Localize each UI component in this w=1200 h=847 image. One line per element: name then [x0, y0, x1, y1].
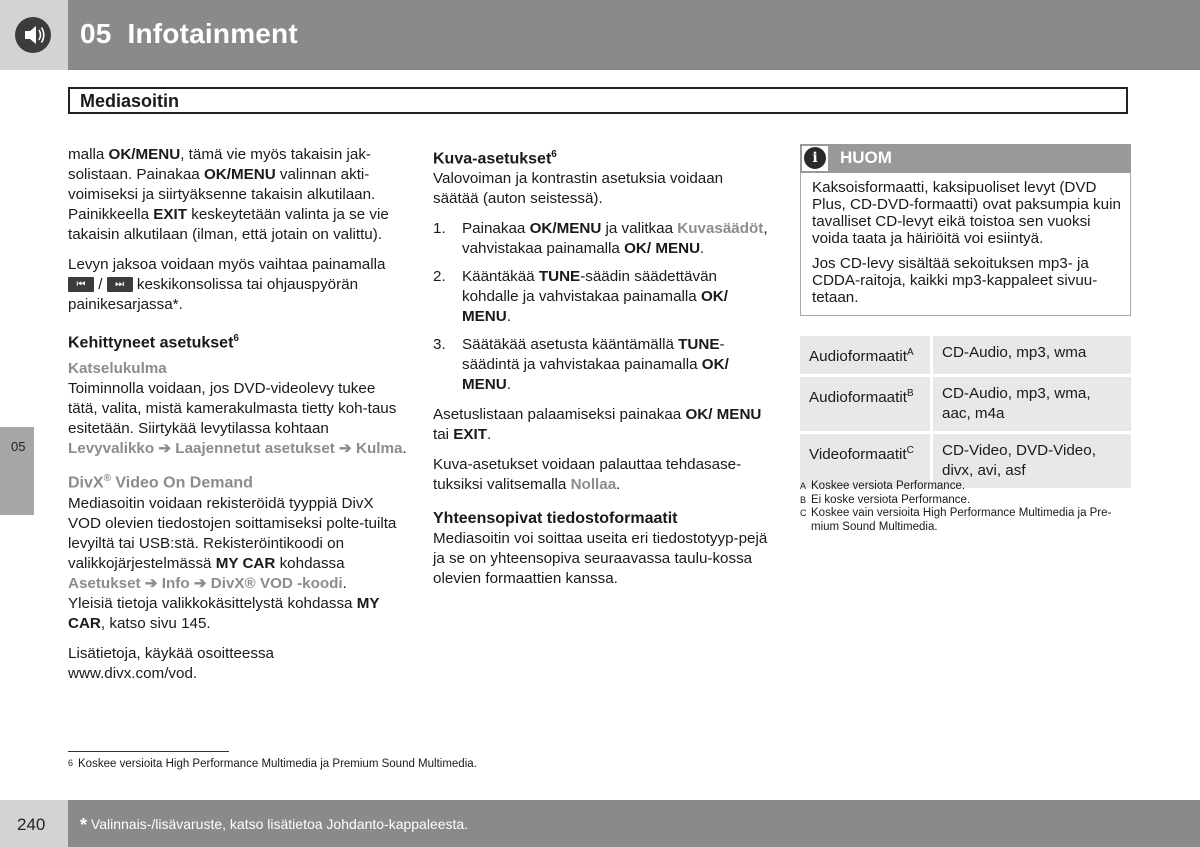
text: Ei koske versiota Performance.: [811, 493, 971, 506]
steps-list: [433, 219, 768, 395]
text: .: [700, 240, 705, 258]
text: tai: [433, 426, 454, 444]
text: Audioformaatit: [809, 389, 907, 407]
paragraph-more-info: Lisätietoja, käykää osoitteessa www.divx.com/vod.: [68, 644, 274, 682]
list-item: [433, 267, 768, 327]
subheading-divx: [68, 469, 408, 493]
legend-mark: B: [800, 494, 807, 505]
format-type-cell: [800, 377, 933, 431]
heading-compatible-formats: Yhteensopivat tiedostoformaatit: [433, 510, 678, 528]
list-item: [433, 335, 768, 395]
speaker-icon: [15, 17, 51, 53]
text: -säädintä ja vahvistakaa painamalla: [462, 336, 725, 374]
menu-path: Asetukset: [68, 574, 141, 592]
bold-text: OK/ MENU: [685, 406, 762, 424]
text: .: [506, 376, 511, 394]
text: /: [94, 276, 107, 293]
legend-item: [800, 480, 1135, 494]
text: , vahvistakaa painamalla: [462, 220, 768, 258]
arrow-icon: ➔: [154, 440, 176, 458]
text: .: [506, 308, 511, 326]
text: , katso sivu 145.: [100, 614, 211, 632]
menu-path: Laajennetut asetukset: [175, 440, 335, 458]
menu-path: Kuvasäädöt: [677, 220, 764, 238]
footnote-mark: B: [906, 388, 914, 400]
text: kohdassa: [275, 554, 345, 572]
paragraph-menu-navigation: [68, 145, 408, 245]
paragraph-viewing-angle: [68, 379, 408, 459]
info-icon: i: [804, 147, 826, 169]
text: Koskee versioita High Performance Multimedia ja Premium Sound Multimedia.: [78, 758, 477, 770]
legend-mark: C: [800, 508, 807, 518]
section-title: Mediasoitin: [80, 91, 180, 111]
text: Kääntäkää: [462, 268, 539, 286]
menu-path: Info: [161, 574, 190, 592]
bold-text: OK/ MENU: [624, 240, 701, 258]
bold-text: OK/MENU: [203, 166, 276, 183]
step-number: 2.: [433, 268, 446, 286]
text: Video On Demand: [110, 474, 253, 492]
text: -säädin säädettävän kohdalle ja vahvistakaa painamalla: [462, 268, 717, 306]
format-value-cell: CD-Audio, mp3, wma: [933, 336, 1131, 374]
bold-text: MY CAR: [68, 594, 380, 632]
footnote: [68, 758, 477, 770]
text: Säätäkää asetusta kääntämällä: [462, 336, 679, 354]
text: Kuva-asetukset: [433, 150, 552, 168]
footnote-mark: 6: [68, 758, 74, 768]
bold-text: EXIT: [153, 206, 188, 223]
section-box: [68, 87, 1128, 114]
paragraph-compatible-formats: Mediasoitin voi soittaa useita eri tiedostotyyp-pejä ja se on yhteensopiva seuraavassa taulu-kossa olevien formaattien kanssa.: [433, 530, 768, 588]
bold-text: MY CAR: [215, 554, 276, 572]
footnote-mark: 6: [551, 149, 557, 160]
formats-table: [800, 333, 1131, 491]
page-number: 240: [17, 815, 46, 834]
text: Koskee vain versioita High Performance Multimedia ja Pre-mium Sound Multimedia.: [811, 507, 1112, 533]
subheading-viewing-angle: Katselukulma: [68, 360, 167, 378]
next-track-icon: ⏭: [107, 277, 133, 292]
bold-text: TUNE: [538, 268, 581, 286]
text: malla: [68, 146, 109, 163]
text: Toiminnolla voidaan, jos DVD-videolevy tukee tätä, valita, mistä kamerakulmasta tietty koh-taus esitetään. Siirtykää levytilassa kohtaan: [68, 380, 397, 438]
text: Levyn jaksoa voidaan myös vaihtaa painamalla: [68, 256, 386, 273]
bold-text: OK/ MENU: [462, 356, 729, 394]
table-row: [800, 377, 1131, 431]
list-item: [433, 219, 768, 259]
text: keskikonsolissa tai ohjauspyörän painikesarjassa*.: [68, 276, 359, 313]
format-value-cell: CD-Video, DVD-Video, divx, avi, asf: [933, 434, 1131, 488]
chapter-side-tab-label: 05: [11, 439, 26, 454]
footnote-divider: [68, 751, 229, 752]
note-title: HUOM: [840, 148, 892, 167]
footnote-mark: 6: [233, 333, 239, 344]
asterisk-icon: *: [80, 815, 88, 835]
step-number: 1.: [433, 220, 446, 238]
previous-track-icon: ⏮: [68, 277, 94, 292]
text: Audioformaatit: [809, 348, 907, 366]
column-2: [433, 145, 768, 599]
text: valinnan akti-voimiseksi ja siirtyäksenne takaisin alkutilaan. Painikkeella: [68, 166, 376, 223]
note-body: [812, 179, 1124, 314]
paragraph-factory-reset: [433, 455, 768, 495]
text: .: [616, 476, 621, 494]
text: keskeytetään valinta ja se vie takaisin alkutilaan (ilman, että jotain on valittu).: [68, 206, 389, 243]
text: .: [342, 574, 347, 592]
legend-item: [800, 507, 1135, 534]
chapter-title: 05 Infotainment: [80, 18, 298, 49]
text: .: [487, 426, 492, 444]
paragraph-menu-info: [68, 594, 408, 634]
text: ja valitkaa: [601, 220, 678, 238]
paragraph-image-intro: Valovoiman ja kontrastin asetuksia voidaan säätää (auton seistessä).: [433, 170, 724, 208]
text: Videoformaatit: [809, 446, 907, 464]
menu-path: Levyvalikko: [68, 440, 155, 458]
paragraph-divx: [68, 494, 408, 594]
note-paragraph: Jos CD-levy sisältää sekoituksen mp3- ja CDDA-raitoja, kaikki mp3-kappaleet sivuu-tetaan.: [812, 255, 1098, 306]
text: Valinnais-/lisävaruste, katso lisätietoa Johdanto-kappaleesta.: [87, 816, 469, 832]
footnote-mark: C: [906, 445, 914, 457]
heading-advanced-settings: [68, 329, 408, 353]
text: Yleisiä tietoja valikkokäsittelystä kohdassa: [68, 594, 357, 612]
bold-text: OK/MENU: [529, 220, 602, 238]
arrow-icon: ➔: [334, 440, 356, 458]
text: Asetuslistaan palaamiseksi painakaa: [433, 406, 686, 424]
table-row: [800, 336, 1131, 374]
note-paragraph: Kaksoisformaatti, kaksipuoliset levyt (DVD Plus, CD-DVD-formaatti) ovat paksumpia kuin tavalliset CD-levyt eikä toistoa sen vuoksi voida taata ja häiriöitä voi esiintyä.: [812, 179, 1121, 247]
bold-text: OK/ MENU: [462, 288, 728, 326]
bold-text: TUNE: [678, 336, 720, 354]
format-type-cell: [800, 336, 933, 374]
text: , tämä vie myös takaisin jak-solistaan. Painakaa: [68, 146, 371, 183]
text: DivX: [68, 474, 104, 492]
footnote-mark: A: [906, 347, 914, 358]
arrow-icon: ➔: [189, 574, 211, 592]
menu-path: Nollaa: [570, 476, 617, 494]
text: .: [402, 440, 407, 458]
footer-note: [80, 815, 468, 836]
column-1: [68, 145, 408, 694]
paragraph-reset: [433, 405, 768, 445]
text: Mediasoitin voidaan rekisteröidä tyyppiä DivX VOD olevien tiedostojen soittamiseksi polte-tuilta levyiltä tai USB:stä. Rekisteröintikoodi on valikkojärjestelmässä: [68, 494, 397, 572]
arrow-icon: ➔: [140, 574, 162, 592]
paragraph-track-change: [68, 255, 408, 315]
text: Painakaa: [462, 220, 530, 238]
format-value-cell: CD-Audio, mp3, wma, aac, m4a: [933, 377, 1131, 431]
step-number: 3.: [433, 336, 446, 354]
bold-text: OK/MENU: [108, 146, 181, 163]
text: Kuva-asetukset voidaan palauttaa tehdasase-tuksiksi valitsemalla: [433, 456, 742, 494]
legend-mark: A: [800, 481, 807, 491]
menu-path: Kulma: [356, 440, 403, 458]
registered-mark: ®: [103, 473, 111, 485]
bold-text: EXIT: [453, 426, 488, 444]
legend-item: [800, 494, 1135, 508]
table-legend: [800, 480, 1135, 534]
text: Kehittyneet asetukset: [68, 334, 234, 352]
heading-image-settings: [433, 145, 768, 169]
text: Koskee versiota Performance.: [811, 480, 966, 492]
menu-path: DivX® VOD -koodi: [210, 574, 343, 592]
